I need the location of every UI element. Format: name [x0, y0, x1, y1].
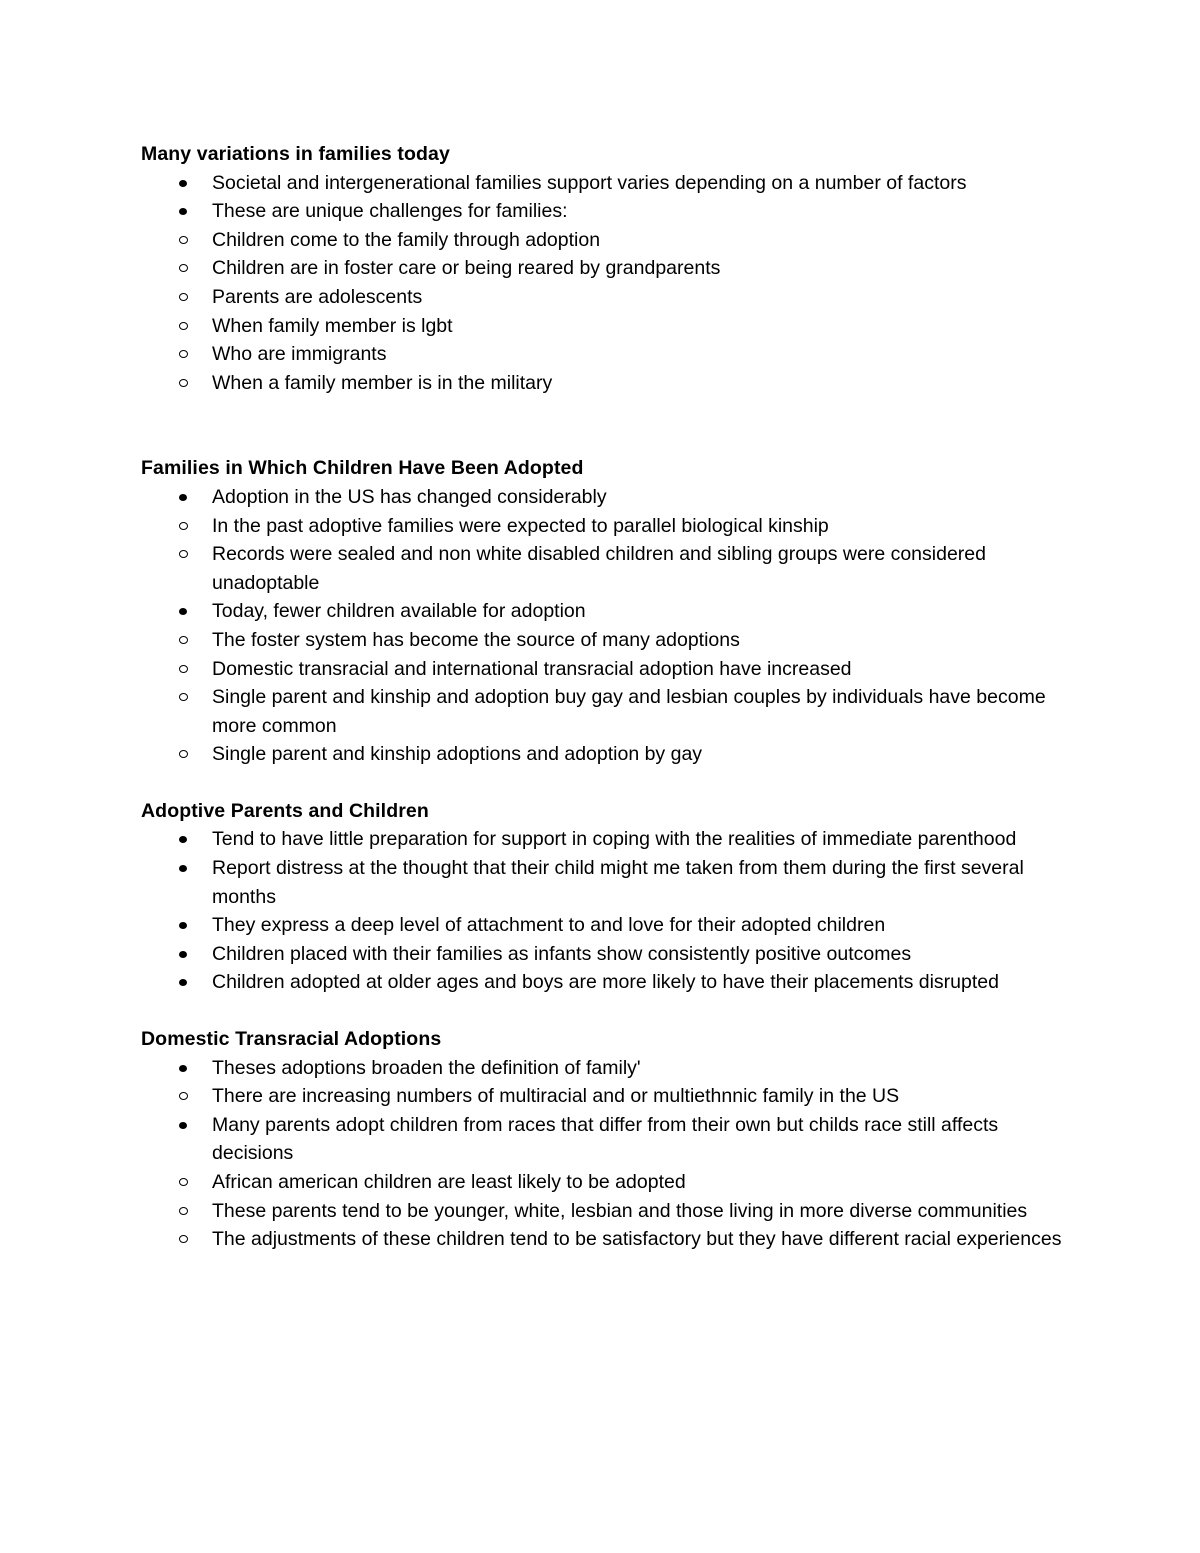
- filled-bullet-icon: [179, 979, 187, 986]
- list-item-text: They express a deep level of attachment to and love for their adopted children: [212, 914, 886, 937]
- sub-bullet-list: [141, 226, 1071, 398]
- sub-list-item-text: In the past adoptive families were expected to parallel biological kinship: [212, 514, 829, 537]
- hollow-bullet-icon: [179, 350, 188, 358]
- section-family-variations: [141, 140, 1071, 397]
- filled-bullet-icon: [179, 951, 187, 958]
- list-item-text: Theses adoptions broaden the definition of family': [212, 1056, 641, 1079]
- sub-list-item-text: When family member is lgbt: [212, 314, 453, 337]
- sub-bullet-list: [141, 1082, 1071, 1111]
- filled-bullet-icon: [179, 1065, 187, 1072]
- list-item-text: Adoption in the US has changed considerably: [212, 485, 607, 508]
- list-item-text: These are unique challenges for families:: [212, 200, 568, 223]
- sub-list-item: [141, 1168, 1071, 1197]
- sub-list-item-text: The foster system has become the source of many adoptions: [212, 628, 740, 651]
- bullet-list: [141, 1111, 1071, 1168]
- list-item: [141, 854, 1071, 911]
- sub-list-item-text: Single parent and kinship adoptions and adoption by gay: [212, 743, 703, 766]
- bullet-list: [141, 825, 1071, 997]
- list-item: [141, 940, 1071, 969]
- sub-bullet-list: [141, 512, 1071, 598]
- sub-list-item-text: Single parent and kinship and adoption buy gay and lesbian couples by individuals have become more common: [212, 686, 1046, 737]
- hollow-bullet-icon: [179, 665, 188, 673]
- sub-list-item-text: These parents tend to be younger, white, lesbian and those living in more diverse communities: [212, 1199, 1028, 1222]
- list-item: [141, 1111, 1071, 1168]
- sub-list-item-text: Records were sealed and non white disabled children and sibling groups were considered unadoptable: [212, 543, 986, 594]
- sub-list-item: [141, 683, 1071, 740]
- sub-bullet-list: [141, 626, 1071, 769]
- sub-list-item: [141, 1197, 1071, 1226]
- filled-bullet-icon: [179, 922, 187, 929]
- list-item-text: Children adopted at older ages and boys are more likely to have their placements disrupted: [212, 971, 999, 994]
- list-item-text: Today, fewer children available for adoption: [212, 600, 586, 623]
- sub-list-item: [141, 655, 1071, 684]
- list-item-text: Report distress at the thought that their child might me taken from them during the first several months: [212, 857, 1024, 908]
- sub-list-item: [141, 369, 1071, 398]
- sub-list-item: [141, 540, 1071, 597]
- sub-list-item: [141, 312, 1071, 341]
- hollow-bullet-icon: [179, 636, 188, 644]
- sub-list-item: [141, 226, 1071, 255]
- sub-list-item-text: Parents are adolescents: [212, 285, 423, 308]
- sub-list-item-text: Children are in foster care or being reared by grandparents: [212, 257, 721, 280]
- filled-bullet-icon: [179, 836, 187, 843]
- hollow-bullet-icon: [179, 379, 188, 387]
- sub-list-item: [141, 1225, 1071, 1254]
- filled-bullet-icon: [179, 608, 187, 615]
- sub-list-item: [141, 740, 1071, 769]
- sub-list-item: [141, 254, 1071, 283]
- hollow-bullet-icon: [179, 264, 188, 272]
- sub-list-item-text: There are increasing numbers of multiracial and or multiethnnic family in the US: [212, 1085, 900, 1108]
- section-adopted-families: [141, 454, 1071, 769]
- sub-list-item: [141, 340, 1071, 369]
- filled-bullet-icon: [179, 208, 187, 215]
- filled-bullet-icon: [179, 494, 187, 501]
- hollow-bullet-icon: [179, 322, 188, 330]
- section-heading: Adoptive Parents and Children: [141, 799, 429, 822]
- document-content: [141, 140, 1071, 1254]
- bullet-list: [141, 597, 1071, 626]
- spacer: [141, 997, 1071, 1025]
- list-item-text: Tend to have little preparation for support in coping with the realities of immediate parenthood: [212, 828, 1017, 851]
- list-item-text: Many parents adopt children from races that differ from their own but childs race still affects decisions: [212, 1113, 999, 1165]
- hollow-bullet-icon: [179, 1207, 188, 1215]
- hollow-bullet-icon: [179, 750, 188, 758]
- sub-list-item-text: When a family member is in the military: [212, 371, 553, 394]
- sub-list-item-text: Domestic transracial and international transracial adoption have increased: [212, 657, 852, 680]
- hollow-bullet-icon: [179, 522, 188, 530]
- list-item-text: Societal and intergenerational families support varies depending on a number of factors: [212, 171, 967, 194]
- sub-list-item: [141, 1082, 1071, 1111]
- list-item: [141, 911, 1071, 940]
- sub-list-item: [141, 283, 1071, 312]
- sub-list-item-text: African american children are least likely to be adopted: [212, 1171, 686, 1193]
- hollow-bullet-icon: [179, 550, 188, 558]
- filled-bullet-icon: [179, 180, 187, 187]
- sub-list-item: [141, 626, 1071, 655]
- hollow-bullet-icon: [179, 693, 188, 701]
- spacer: [141, 397, 1071, 454]
- list-item: [141, 169, 1071, 198]
- list-item: [141, 1054, 1071, 1083]
- list-item: [141, 197, 1071, 226]
- section-heading: Families in Which Children Have Been Adopted: [141, 457, 584, 480]
- section-heading: Domestic Transracial Adoptions: [141, 1028, 442, 1051]
- sub-bullet-list: [141, 1168, 1071, 1254]
- list-item-text: Children placed with their families as infants show consistently positive outcomes: [212, 942, 912, 965]
- hollow-bullet-icon: [179, 1092, 188, 1100]
- sub-list-item-text: Children come to the family through adoption: [212, 228, 601, 251]
- section-adoptive-parents: [141, 797, 1071, 997]
- sub-list-item-text: Who are immigrants: [212, 343, 387, 366]
- list-item: [141, 825, 1071, 854]
- list-item: [141, 968, 1071, 997]
- sub-list-item-text: The adjustments of these children tend to be satisfactory but they have different racial experiences: [212, 1228, 1062, 1251]
- filled-bullet-icon: [179, 1122, 187, 1129]
- bullet-list: [141, 483, 1071, 512]
- hollow-bullet-icon: [179, 1178, 188, 1186]
- hollow-bullet-icon: [179, 1235, 188, 1243]
- section-heading: Many variations in families today: [141, 143, 450, 165]
- hollow-bullet-icon: [179, 236, 188, 244]
- spacer: [141, 769, 1071, 797]
- list-item: [141, 597, 1071, 626]
- hollow-bullet-icon: [179, 293, 188, 301]
- bullet-list: [141, 169, 1071, 226]
- sub-list-item: [141, 512, 1071, 541]
- filled-bullet-icon: [179, 865, 187, 872]
- section-transracial-adoptions: [141, 1025, 1071, 1254]
- list-item: [141, 483, 1071, 512]
- bullet-list: [141, 1054, 1071, 1083]
